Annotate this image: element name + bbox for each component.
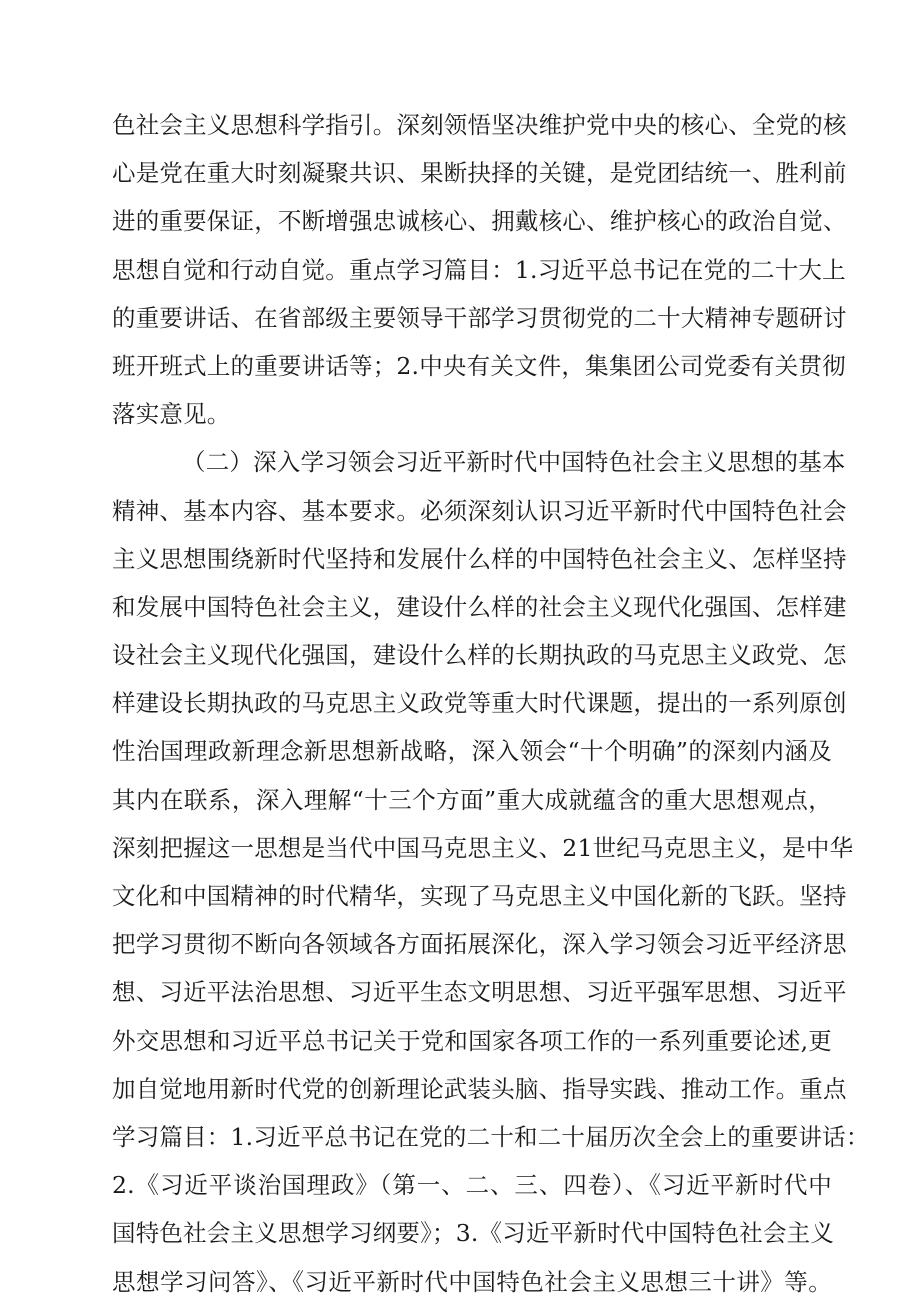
text-line: 想、习近平法治思想、习近平生态文明思想、习近平强军思想、习近平 [112, 978, 847, 1007]
text-line: 落实意见。 [112, 400, 231, 429]
text-line: 其内在联系，深入理解“十三个方面”重大成就蕴含的重大思想观点， [112, 785, 832, 814]
text-line: 和发展中国特色社会主义，建设什么样的社会主义现代化强国、怎样建 [112, 592, 847, 621]
text-line: 设社会主义现代化强国，建设什么样的长期执政的马克思主义政党、怎 [112, 641, 847, 670]
text-line: 文化和中国精神的时代精华，实现了马克思主义中国化新的飞跃。坚持 [112, 882, 847, 910]
text-line: 深刻把握这一思想是当代中国马克思主义、21世纪马克思主义，是中华 [112, 833, 854, 862]
text-line: 精神、基本内容、基本要求。必须深刻认识习近平新时代中国特色社会 [112, 496, 847, 525]
text-line: 把学习贯彻不断向各领域各方面拓展深化，深入学习领会习近平经济思 [112, 930, 847, 959]
text-line: 主义思想围绕新时代坚持和发展什么样的中国特色社会主义、怎样坚持 [112, 544, 847, 573]
text-line: 国特色社会主义思想学习纲要》；3.《习近平新时代中国特色社会主义 [112, 1219, 835, 1248]
text-line: 进的重要保证，不断增强忠诚核心、拥戴核心、维护核心的政治自觉、 [112, 207, 847, 236]
text-line: 思想自觉和行动自觉。重点学习篇目：1.习近平总书记在党的二十大上 [112, 255, 846, 284]
text-line: 班开班式上的重要讲话等；2.中央有关文件，集集团公司党委有关贯彻 [112, 351, 846, 380]
text-line: 性治国理政新理念新思想新战略，深入领会“十个明确”的深刻内涵及 [112, 737, 832, 766]
text-line: 外交思想和习近平总书记关于党和国家各项工作的一系列重要论述,更 [112, 1026, 832, 1055]
text-line: 的重要讲话、在省部级主要领导干部学习贯彻党的二十大精神专题研讨 [112, 303, 847, 332]
text-line: 加自觉地用新时代党的创新理论武装头脑、指导实践、推动工作。重点 [112, 1074, 847, 1103]
text-line: 心是党在重大时刻凝聚共识、果断抉择的关键，是党团结统一、胜利前 [112, 159, 847, 188]
document-body [112, 101, 870, 1306]
text-line: 思想学习问答》、《习近平新时代中国特色社会主义思想三十讲》等。 [112, 1267, 832, 1296]
text-line: 学习篇目：1.习近平总书记在党的二十和二十届历次全会上的重要讲话： [112, 1122, 870, 1151]
text-line: 色社会主义思想科学指引。深刻领悟坚决维护党中央的核心、全党的核 [112, 111, 847, 139]
section-heading-line: （二）深入学习领会习近平新时代中国特色社会主义思想的基本 [182, 448, 846, 477]
text-line: 样建设长期执政的马克思主义政党等重大时代课题，提出的一系列原创 [112, 689, 847, 718]
text-line: 2.《习近平谈治国理政》（第一、二、三、四卷）、《习近平新时代中 [112, 1171, 832, 1200]
